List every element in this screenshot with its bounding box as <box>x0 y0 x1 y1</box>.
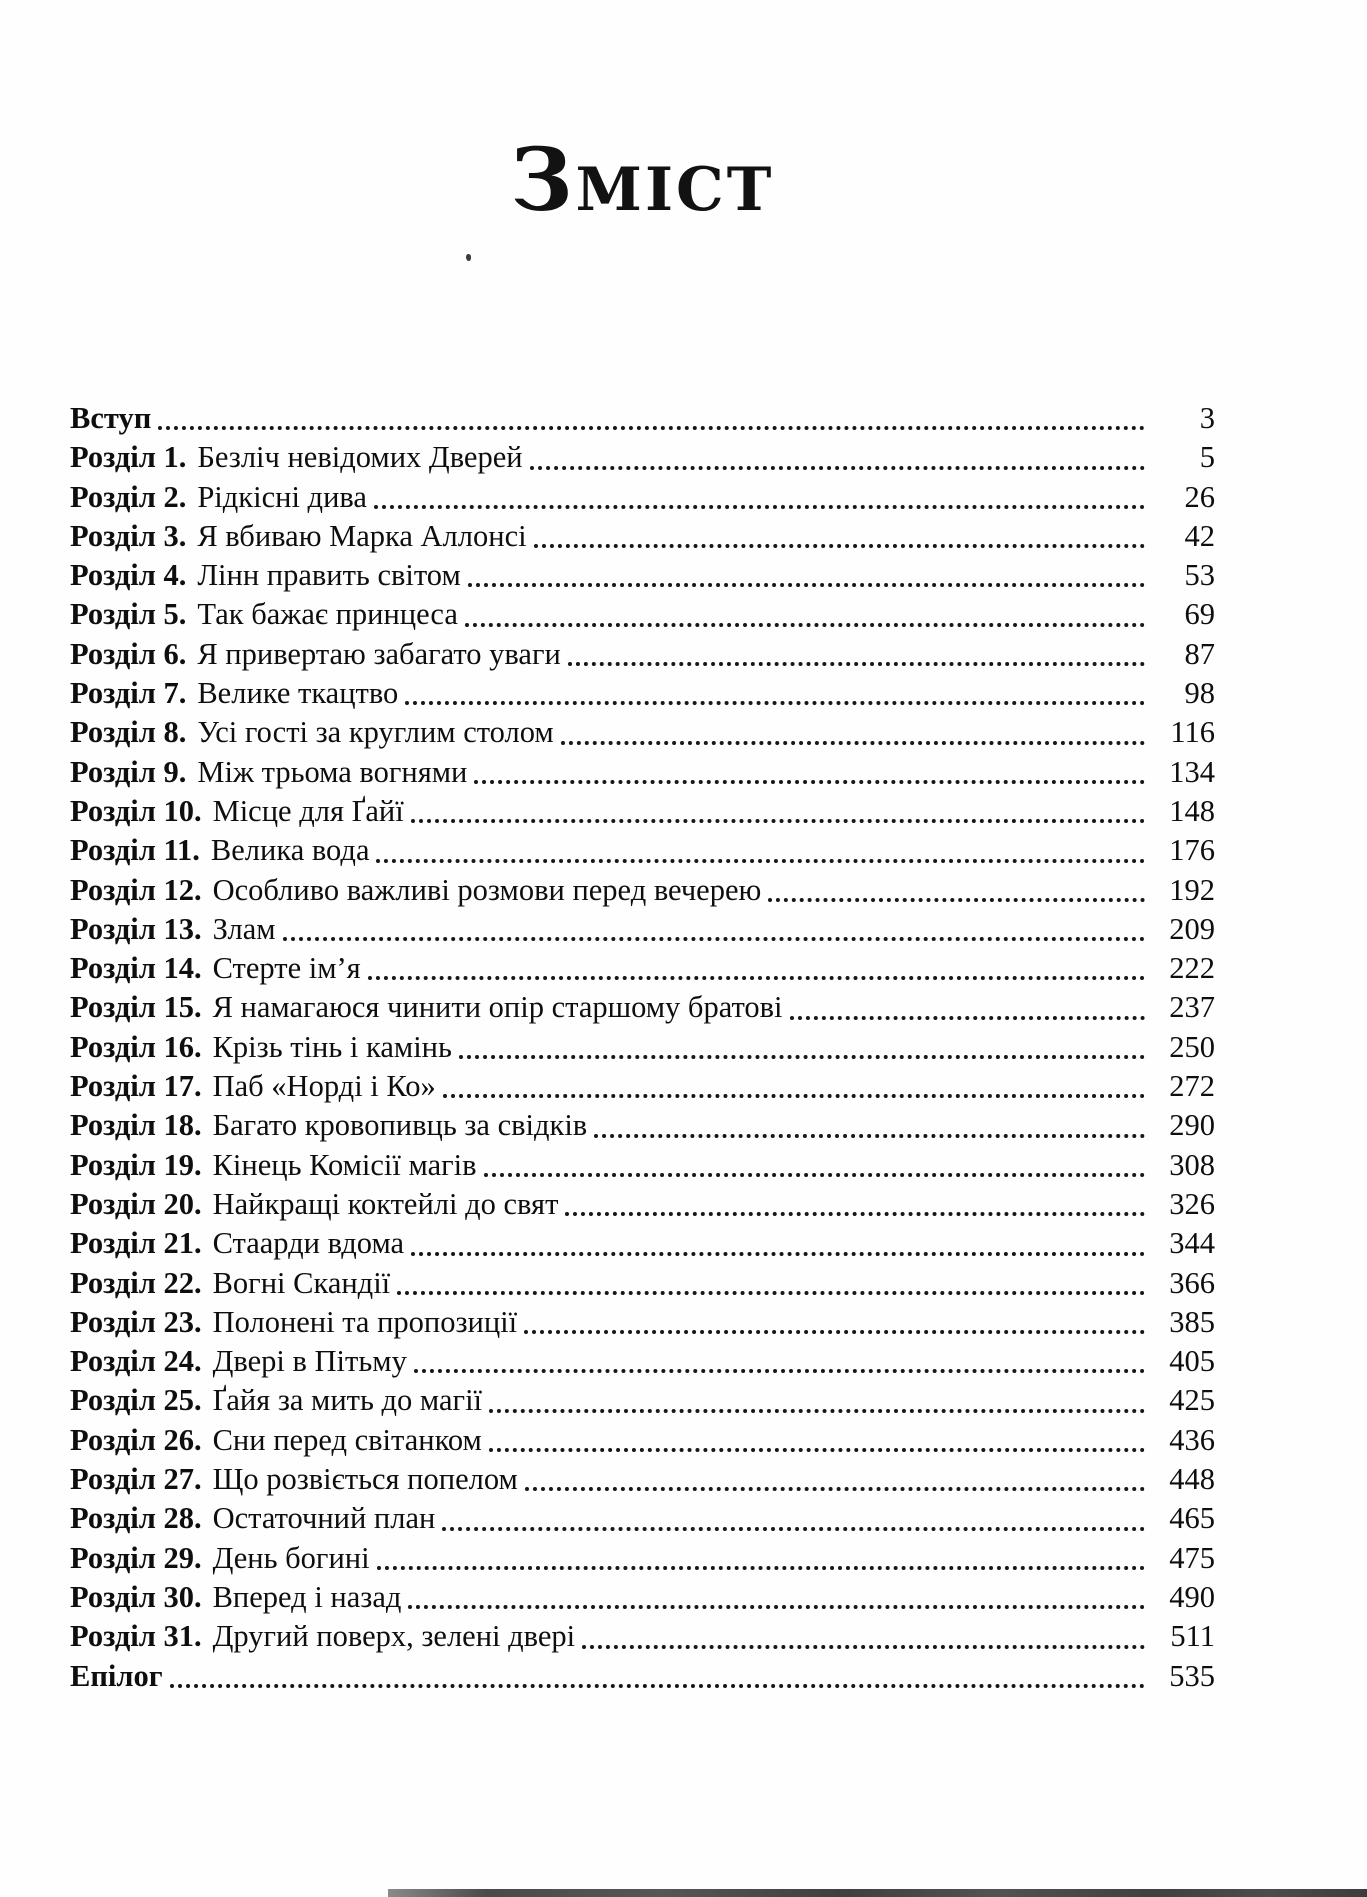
toc-entry-label: Розділ 1. <box>70 440 187 475</box>
toc-entry-label: Розділ 22. <box>70 1265 202 1300</box>
toc-entry-page: 26 <box>1184 479 1215 514</box>
toc-entry-title: Кінець Комісії магів <box>212 1147 477 1182</box>
toc-entry <box>70 399 1215 438</box>
toc-entry-label: Розділ 24. <box>70 1344 202 1379</box>
toc-entry-label: Розділ 10. <box>70 793 202 828</box>
toc-entry-page: 53 <box>1184 558 1215 593</box>
toc-entry <box>70 1146 1215 1185</box>
toc-entry-title: Стаарди вдома <box>212 1226 405 1261</box>
dot-leader <box>587 1106 1151 1145</box>
dot-leader <box>461 556 1151 595</box>
toc-entry-label: Розділ 16. <box>70 1029 202 1064</box>
toc-entry-page: 250 <box>1169 1029 1215 1064</box>
toc-entry-title: Місце для Ґайї <box>212 793 404 828</box>
toc-entry-label: Розділ 21. <box>70 1226 202 1261</box>
toc-entry <box>70 635 1215 674</box>
toc-entry <box>70 1421 1215 1460</box>
toc-entry-page: 290 <box>1169 1108 1215 1143</box>
dot-leader <box>518 1460 1151 1499</box>
toc-entry <box>70 910 1215 949</box>
toc-entry-title: Велике ткацтво <box>197 676 399 711</box>
toc-entry-page: 344 <box>1169 1226 1215 1261</box>
toc-entry <box>70 1106 1215 1145</box>
toc-entry-title: Лінн править світом <box>197 558 461 593</box>
toc-entry <box>70 831 1215 870</box>
toc-entry-page: 465 <box>1169 1501 1215 1536</box>
toc-entry <box>70 1499 1215 1538</box>
toc-entry-page: 237 <box>1169 990 1215 1025</box>
toc-entry-page: 87 <box>1184 636 1215 671</box>
dot-leader <box>367 478 1151 517</box>
toc-entry-page: 192 <box>1169 872 1215 907</box>
dot-leader <box>398 674 1151 713</box>
toc-entry-label: Розділ 20. <box>70 1186 202 1221</box>
toc-entry-page: 3 <box>1199 401 1215 435</box>
dot-leader <box>163 1657 1151 1696</box>
toc-entry-title: Усі гості за круглим столом <box>197 715 554 750</box>
toc-entry-label: Розділ 7. <box>70 676 187 711</box>
toc-entry-label: Розділ 26. <box>70 1422 202 1457</box>
scan-edge-bar <box>388 1889 1367 1897</box>
dot-leader <box>407 1342 1151 1381</box>
toc-entry-title: Злам <box>212 911 276 946</box>
toc-entry-label: Розділ 17. <box>70 1069 202 1104</box>
dot-leader <box>452 1028 1151 1067</box>
dot-leader <box>561 635 1151 674</box>
toc-entry-label: Розділ 27. <box>70 1462 202 1497</box>
toc-entry-page: 42 <box>1184 518 1215 553</box>
toc-entry <box>70 517 1215 556</box>
toc-entry-page: 490 <box>1169 1579 1215 1614</box>
toc-entry-title: Сни перед світанком <box>212 1422 482 1457</box>
dot-leader <box>575 1617 1151 1656</box>
dot-leader <box>482 1421 1151 1460</box>
dot-leader <box>401 1578 1151 1617</box>
toc-entry-title: День богині <box>212 1540 370 1575</box>
toc-entry <box>70 753 1215 792</box>
toc-entry-title: Я намагаюся чинити опір старшому братові <box>212 990 783 1025</box>
toc-entry <box>70 1028 1215 1067</box>
toc-entry <box>70 871 1215 910</box>
toc-entry <box>70 949 1215 988</box>
toc-entry-page: 272 <box>1169 1069 1215 1104</box>
scan-artifact-dot <box>466 254 471 261</box>
dot-leader <box>276 910 1151 949</box>
dot-leader <box>482 1381 1151 1420</box>
toc-entry-title: Стерте ім’я <box>212 951 361 986</box>
toc-entry-page: 326 <box>1169 1186 1215 1221</box>
toc-entry-page: 116 <box>1170 715 1215 750</box>
toc-entry-title: Вогні Скандії <box>212 1265 391 1300</box>
toc-entry-page: 475 <box>1169 1540 1215 1575</box>
toc-entry <box>70 713 1215 752</box>
toc-entry <box>70 556 1215 595</box>
dot-leader <box>517 1303 1151 1342</box>
toc-entry-page: 448 <box>1169 1462 1215 1497</box>
toc-entry <box>70 1264 1215 1303</box>
dot-leader <box>527 517 1151 556</box>
toc-entry-label: Розділ 23. <box>70 1304 202 1339</box>
toc-entry-label: Розділ 6. <box>70 636 187 671</box>
toc-entry-page: 405 <box>1169 1344 1215 1379</box>
toc-entry-page: 69 <box>1184 597 1215 632</box>
toc-entry <box>70 595 1215 634</box>
dot-leader <box>435 1499 1151 1538</box>
toc-entry-page: 176 <box>1169 833 1215 868</box>
toc-entry-label: Розділ 29. <box>70 1540 202 1575</box>
toc-entry-label: Розділ 3. <box>70 518 187 553</box>
toc-entry-label: Розділ 15. <box>70 990 202 1025</box>
toc-entry-page: 209 <box>1169 911 1215 946</box>
dot-leader <box>436 1067 1151 1106</box>
toc-entry-title: Між трьома вогнями <box>197 754 468 789</box>
toc-entry <box>70 1578 1215 1617</box>
toc-entry-label: Розділ 9. <box>70 754 187 789</box>
toc-entry-page: 366 <box>1169 1265 1215 1300</box>
toc-entry-page: 134 <box>1169 754 1215 789</box>
toc-entry-label: Розділ 28. <box>70 1501 202 1536</box>
toc-entry-page: 222 <box>1169 951 1215 986</box>
toc-entry-label: Розділ 5. <box>70 597 187 632</box>
toc-entry-title: Крізь тінь і камінь <box>212 1029 452 1064</box>
toc-entry-page: 535 <box>1169 1658 1215 1693</box>
toc-entry-label: Епілог <box>70 1658 163 1693</box>
toc-entry-page: 385 <box>1169 1304 1215 1339</box>
dot-leader <box>761 871 1151 910</box>
dot-leader <box>369 831 1151 870</box>
toc-entry-page: 98 <box>1184 676 1215 711</box>
toc-entry <box>70 478 1215 517</box>
toc-entry-label: Розділ 8. <box>70 715 187 750</box>
toc-entry-title: Вперед і назад <box>212 1579 402 1614</box>
toc-entry-page: 511 <box>1170 1619 1215 1654</box>
toc-entry-title: Паб «Норді і Ко» <box>212 1069 436 1104</box>
toc-entry <box>70 1460 1215 1499</box>
toc-entry-label: Вступ <box>70 401 152 435</box>
toc-entry <box>70 1185 1215 1224</box>
toc-entry-title: Ґайя за мить до магії <box>212 1383 483 1418</box>
toc-entry-label: Розділ 4. <box>70 558 187 593</box>
toc-entry-label: Розділ 12. <box>70 872 202 907</box>
toc-entry-title: Безліч невідомих Дверей <box>197 440 523 475</box>
toc-entry-title: Двері в Пітьму <box>212 1344 407 1379</box>
dot-leader <box>554 713 1151 752</box>
toc-entry-page: 148 <box>1169 793 1215 828</box>
toc-entry <box>70 674 1215 713</box>
page-title: Зміст <box>510 130 775 231</box>
toc-list <box>70 399 1215 1696</box>
toc-entry <box>70 1303 1215 1342</box>
dot-leader <box>361 949 1151 988</box>
toc-entry-page: 425 <box>1169 1383 1215 1418</box>
toc-entry-label: Розділ 13. <box>70 911 202 946</box>
toc-entry <box>70 1342 1215 1381</box>
dot-leader <box>477 1146 1151 1185</box>
toc-entry-title: Другий поверх, зелені двері <box>212 1619 576 1654</box>
toc-entry-label: Розділ 19. <box>70 1147 202 1182</box>
dot-leader <box>458 595 1151 634</box>
toc-entry <box>70 1539 1215 1578</box>
toc-entry <box>70 438 1215 477</box>
toc-entry-label: Розділ 18. <box>70 1108 202 1143</box>
toc-entry <box>70 988 1215 1027</box>
toc-entry-title: Багато кровопивць за свідків <box>212 1108 588 1143</box>
dot-leader <box>370 1539 1151 1578</box>
toc-entry-label: Розділ 11. <box>70 833 200 868</box>
toc-entry-title: Що розвіється попелом <box>212 1462 518 1497</box>
toc-entry-title: Особливо важливі розмови перед вечерею <box>212 872 762 907</box>
toc-entry-page: 436 <box>1169 1422 1215 1457</box>
toc-entry <box>70 792 1215 831</box>
dot-leader <box>151 399 1151 438</box>
dot-leader <box>467 753 1151 792</box>
toc-entry <box>70 1617 1215 1656</box>
toc-entry <box>70 1224 1215 1263</box>
toc-entry-label: Розділ 30. <box>70 1579 202 1614</box>
toc-entry-title: Так бажає принцеса <box>197 597 458 632</box>
toc-entry <box>70 1067 1215 1106</box>
toc-entry-title: Остаточний план <box>212 1501 436 1536</box>
toc-entry-label: Розділ 14. <box>70 951 202 986</box>
dot-leader <box>404 792 1151 831</box>
toc-entry-title: Полонені та пропозиції <box>212 1304 518 1339</box>
toc-entry <box>70 1381 1215 1420</box>
toc-entry <box>70 1657 1215 1696</box>
toc-entry-title: Велика вода <box>210 833 370 868</box>
dot-leader <box>783 988 1151 1027</box>
toc-entry-title: Найкращі коктейлі до свят <box>212 1186 559 1221</box>
dot-leader <box>404 1224 1151 1263</box>
toc-entry-label: Розділ 25. <box>70 1383 202 1418</box>
dot-leader <box>390 1264 1151 1303</box>
toc-entry-title: Я привертаю забагато уваги <box>197 636 561 671</box>
dot-leader <box>558 1185 1151 1224</box>
toc-entry-label: Розділ 31. <box>70 1619 202 1654</box>
toc-entry-title: Рідкісні дива <box>197 479 367 514</box>
toc-entry-label: Розділ 2. <box>70 479 187 514</box>
toc-entry-page: 5 <box>1199 440 1215 475</box>
toc-entry-page: 308 <box>1169 1147 1215 1182</box>
toc-entry-title: Я вбиваю Марка Аллонсі <box>197 518 527 553</box>
dot-leader <box>523 438 1151 477</box>
